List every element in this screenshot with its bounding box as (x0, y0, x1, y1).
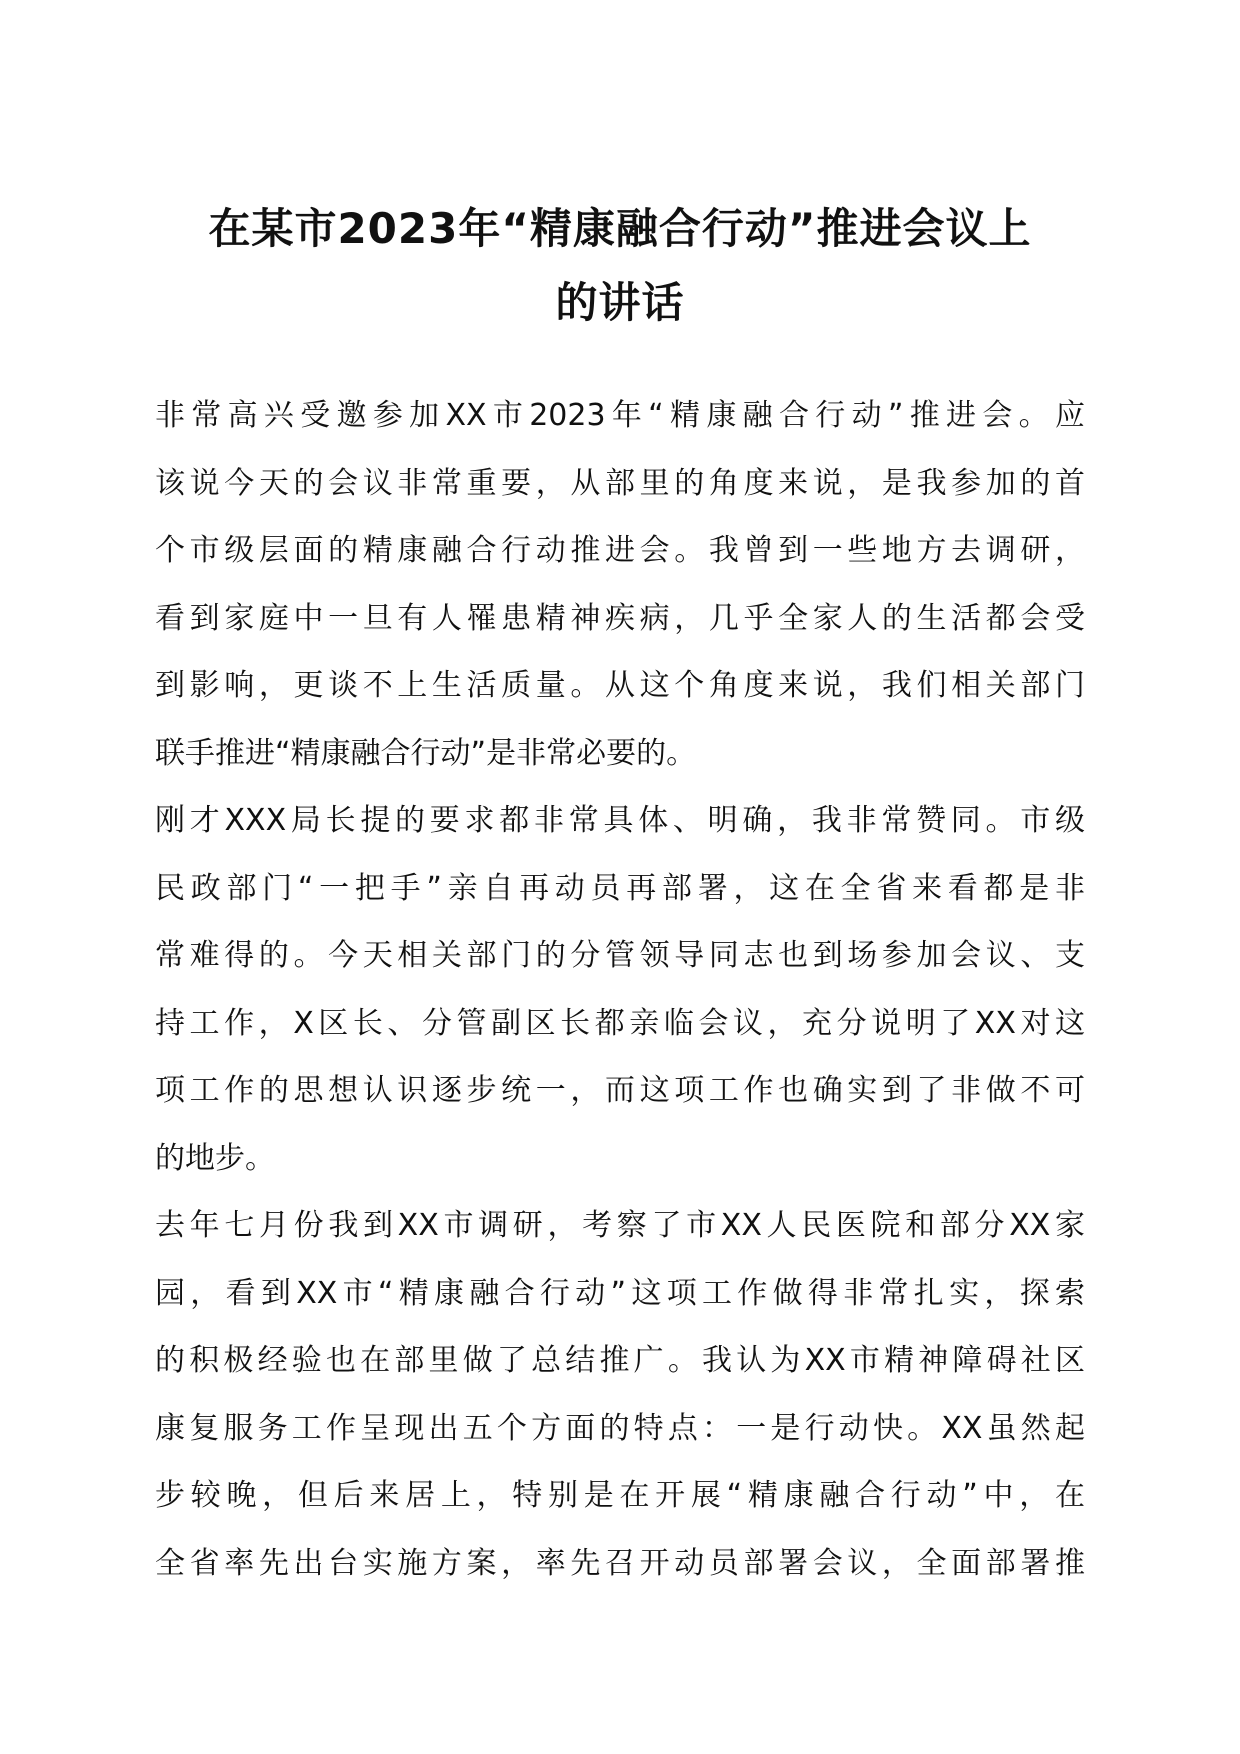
document-body (155, 382, 1085, 1597)
text-line: 全省率先出台实施方案，率先召开动员部署会议，全面部署推 (155, 1545, 1085, 1581)
paragraph-3 (155, 1192, 1085, 1597)
text-line: 到影响，更谈不上生活质量。从这个角度来说，我们相关部门 (155, 668, 1085, 703)
text-line: 看到家庭中一旦有人罹患精神疾病，几乎全家人的生活都会受 (155, 600, 1085, 636)
text-line: 非常高兴受邀参加XX市2023年“精康融合行动”推进会。应 (155, 398, 1085, 433)
text-line: 持工作，X区长、分管副区长都亲临会议，充分说明了XX对这 (155, 1005, 1085, 1041)
text-line: 联手推进“精康融合行动”是非常必要的。 (155, 735, 697, 771)
page-title (150, 192, 1090, 340)
text-line: 项工作的思想认识逐步统一，而这项工作也确实到了非做不可 (155, 1073, 1085, 1108)
text-line: 刚才XXX局长提的要求都非常具体、明确，我非常赞同。市级 (155, 803, 1085, 838)
text-line: 的地步。 (155, 1140, 275, 1176)
text-line: 该说今天的会议非常重要，从部里的角度来说，是我参加的首 (155, 465, 1085, 501)
text-line: 个市级层面的精康融合行动推进会。我曾到一些地方去调研， (155, 533, 1085, 568)
title-line-2: 的讲话 (555, 278, 685, 327)
title-line-1: 在某市2023年“精康融合行动”推进会议上 (208, 204, 1032, 253)
paragraph-1 (155, 382, 1085, 787)
text-line: 康复服务工作呈现出五个方面的特点：一是行动快。XX虽然起 (155, 1410, 1085, 1446)
paragraph-2 (155, 787, 1085, 1192)
text-line: 园，看到XX市“精康融合行动”这项工作做得非常扎实，探索 (155, 1275, 1085, 1311)
text-line: 常难得的。今天相关部门的分管领导同志也到场参加会议、支 (155, 938, 1085, 973)
text-line: 去年七月份我到XX市调研，考察了市XX人民医院和部分XX家 (155, 1208, 1085, 1243)
text-line: 步较晚，但后来居上，特别是在开展“精康融合行动”中，在 (155, 1478, 1085, 1513)
text-line: 民政部门“一把手”亲自再动员再部署，这在全省来看都是非 (155, 870, 1085, 906)
text-line: 的积极经验也在部里做了总结推广。我认为XX市精神障碍社区 (155, 1343, 1085, 1378)
